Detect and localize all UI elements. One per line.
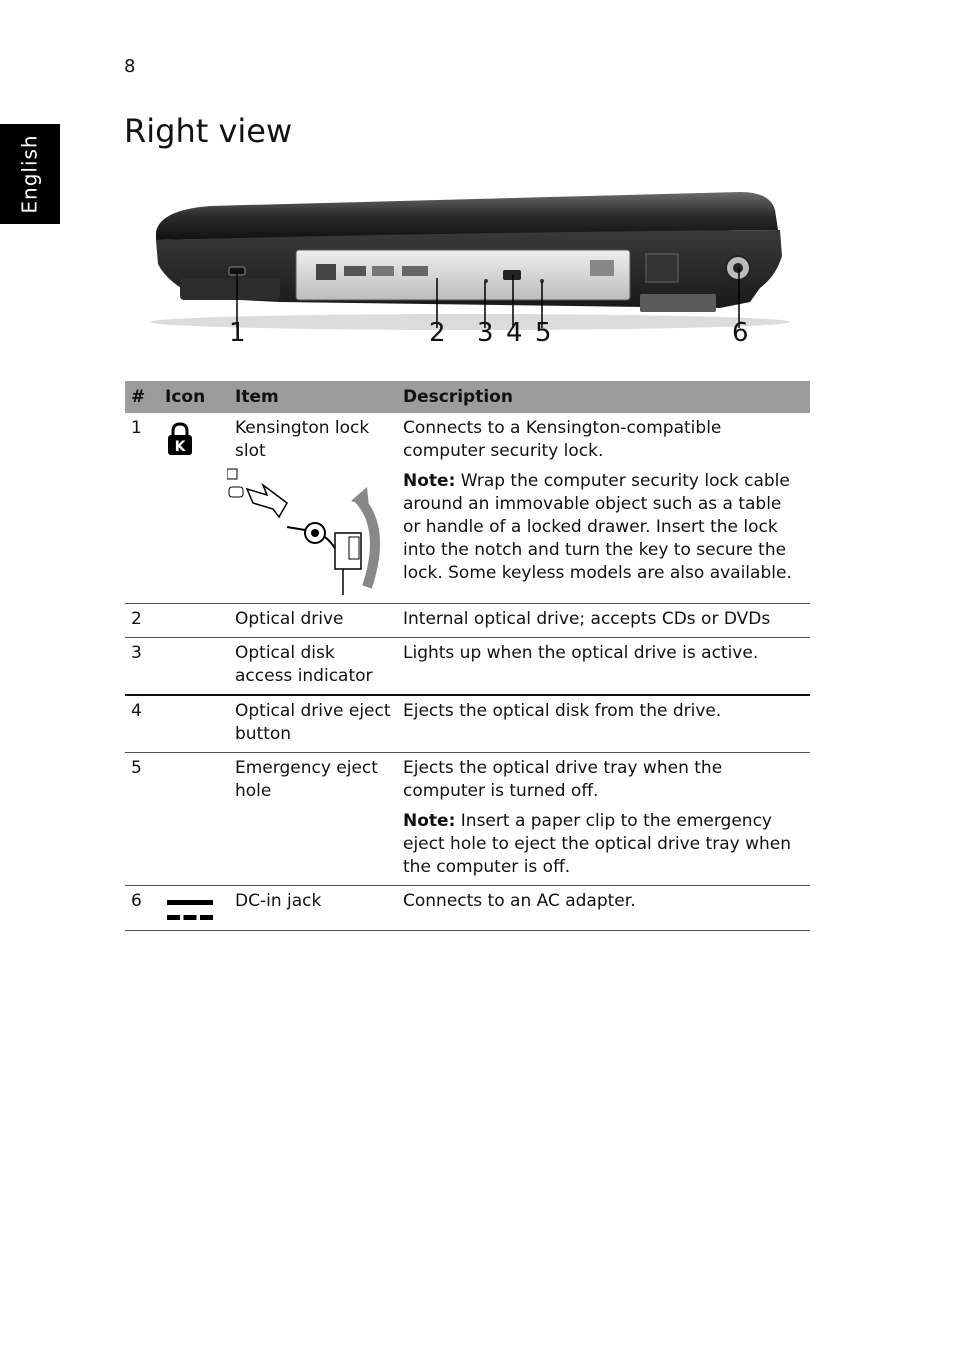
row-num: 4 <box>125 695 159 753</box>
header-description: Description <box>397 381 810 413</box>
row-item-label: Kensington lock slot <box>235 418 370 461</box>
callout-1: 1 <box>229 318 246 348</box>
header-item: Item <box>229 381 397 413</box>
kensington-lock-icon <box>165 421 195 457</box>
note-label: Note: <box>403 811 456 831</box>
row-description: Internal optical drive; accepts CDs or DVDs <box>397 604 810 638</box>
note <box>403 470 804 585</box>
page-number: 8 <box>124 56 136 77</box>
row-icon <box>159 604 229 638</box>
svg-text:K: K <box>174 439 186 455</box>
note-label: Note: <box>403 471 456 491</box>
note-text: Wrap the computer security lock cable around an immovable object such as a table or handle of a locked drawer. Insert the lock into the notch and turn the key to secure the lock. Some keyless models are also available. <box>403 471 792 583</box>
row-description <box>397 753 810 886</box>
row-description: Lights up when the optical drive is active. <box>397 638 810 696</box>
table-header-row <box>125 381 810 413</box>
row-description <box>397 413 810 604</box>
callout-6: 6 <box>732 318 749 348</box>
row-item: Optical drive eject button <box>229 695 397 753</box>
table-row <box>125 638 810 696</box>
table-row <box>125 604 810 638</box>
row-icon <box>159 886 229 931</box>
row-description: Ejects the optical disk from the drive. <box>397 695 810 753</box>
component-table <box>125 381 810 931</box>
header-icon: Icon <box>159 381 229 413</box>
callout-5: 5 <box>535 318 552 348</box>
row-num: 1 <box>125 413 159 604</box>
description-text: Ejects the optical drive tray when the computer is turned off. <box>403 758 723 801</box>
kensington-lock-diagram <box>227 467 387 597</box>
language-tab <box>0 124 60 224</box>
table-row <box>125 695 810 753</box>
row-item: DC-in jack <box>229 886 397 931</box>
row-num: 2 <box>125 604 159 638</box>
callout-3: 3 <box>477 318 494 348</box>
row-item: Optical drive <box>229 604 397 638</box>
row-item: Emergency eject hole <box>229 753 397 886</box>
row-item <box>229 413 397 604</box>
row-icon <box>159 695 229 753</box>
row-num: 3 <box>125 638 159 696</box>
page-title: Right view <box>124 112 293 150</box>
table-row <box>125 413 810 604</box>
row-item: Optical disk access indicator <box>229 638 397 696</box>
row-icon <box>159 753 229 886</box>
row-icon <box>159 413 229 604</box>
header-num: # <box>125 381 159 413</box>
language-tab-label: English <box>18 134 42 214</box>
note <box>403 810 804 879</box>
table-row <box>125 886 810 931</box>
row-num: 6 <box>125 886 159 931</box>
callout-2: 2 <box>429 318 446 348</box>
note-text: Insert a paper clip to the emergency eject hole to eject the optical drive tray when the computer is off. <box>403 811 791 877</box>
description-text: Connects to a Kensington-compatible computer security lock. <box>403 418 722 461</box>
row-description: Connects to an AC adapter. <box>397 886 810 931</box>
table-row <box>125 753 810 886</box>
row-num: 5 <box>125 753 159 886</box>
callout-4: 4 <box>506 318 523 348</box>
row-icon <box>159 638 229 696</box>
dc-in-icon <box>165 894 215 924</box>
